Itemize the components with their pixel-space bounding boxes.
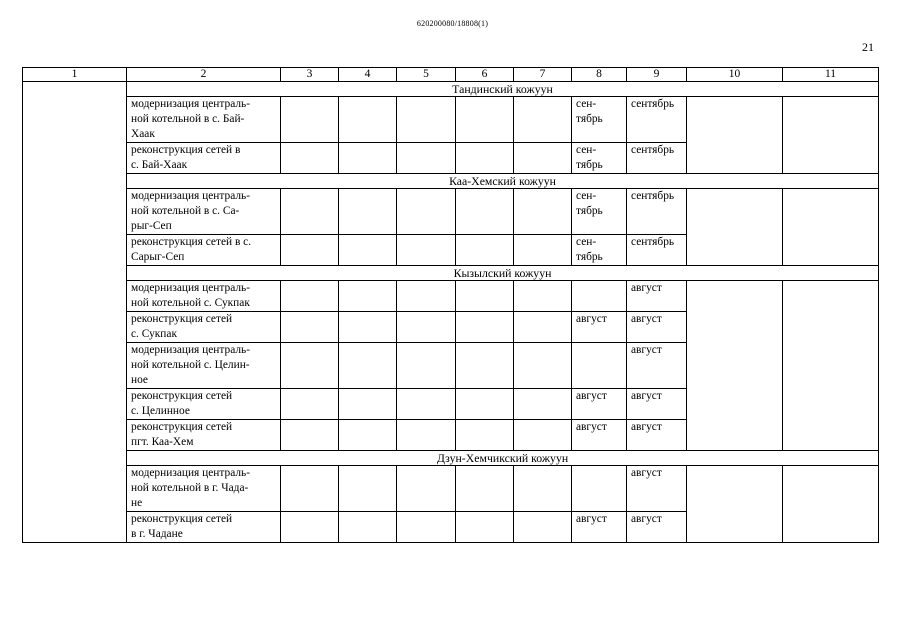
table-row: [23, 189, 879, 235]
end-month-cell: август: [627, 420, 687, 451]
end-month-cell: август: [627, 281, 687, 312]
empty-cell-col5: [397, 235, 456, 266]
measure-description: реконструкция сетей в г. Чадане: [127, 512, 281, 543]
empty-cell-col5: [397, 512, 456, 543]
district-heading: Дзун-Хемчикский кожуун: [127, 451, 879, 466]
empty-cell-col4: [339, 420, 397, 451]
empty-cell-col6: [456, 143, 514, 174]
measure-description: модернизация централь- ной котельной в с. Бай- Хаак: [127, 97, 281, 143]
empty-cell-col7: [514, 466, 572, 512]
empty-cell-col6: [456, 389, 514, 420]
empty-cell-col6: [456, 343, 514, 389]
column-header: 3: [281, 68, 339, 82]
merged-cell-col11: [783, 189, 879, 266]
empty-cell-col4: [339, 281, 397, 312]
start-month-cell: август: [572, 312, 627, 343]
measure-description: модернизация централь- ной котельной в с. Са- рыг-Сеп: [127, 189, 281, 235]
start-month-cell: август: [572, 389, 627, 420]
column-header: 1: [23, 68, 127, 82]
start-month-cell: август: [572, 512, 627, 543]
empty-cell-col3: [281, 420, 339, 451]
start-month-cell: сен- тябрь: [572, 235, 627, 266]
empty-cell-col4: [339, 235, 397, 266]
empty-cell-col7: [514, 312, 572, 343]
column-header-row: [23, 68, 879, 82]
empty-cell-col7: [514, 389, 572, 420]
empty-cell-col3: [281, 143, 339, 174]
district-row: [23, 174, 879, 189]
end-month-cell: август: [627, 312, 687, 343]
district-row: [23, 451, 879, 466]
column-header: 6: [456, 68, 514, 82]
empty-cell-col6: [456, 512, 514, 543]
empty-cell-col5: [397, 420, 456, 451]
empty-cell-col5: [397, 312, 456, 343]
district-heading: Кызылский кожуун: [127, 266, 879, 281]
empty-cell-col4: [339, 189, 397, 235]
empty-cell-col7: [514, 512, 572, 543]
empty-cell-col6: [456, 189, 514, 235]
empty-cell-col3: [281, 281, 339, 312]
merged-cell-col10: [687, 189, 783, 266]
end-month-cell: август: [627, 512, 687, 543]
measure-description: реконструкция сетей в с. Сарыг-Сеп: [127, 235, 281, 266]
end-month-cell: сентябрь: [627, 235, 687, 266]
district-heading: Каа-Хемский кожуун: [127, 174, 879, 189]
empty-cell-col4: [339, 312, 397, 343]
empty-cell-col7: [514, 343, 572, 389]
empty-cell-col6: [456, 466, 514, 512]
measure-description: реконструкция сетей с. Целинное: [127, 389, 281, 420]
merged-cell-col11: [783, 281, 879, 451]
empty-cell-col4: [339, 389, 397, 420]
empty-cell-col6: [456, 281, 514, 312]
empty-cell-col3: [281, 343, 339, 389]
column-header: 9: [627, 68, 687, 82]
merged-cell-col11: [783, 97, 879, 174]
measure-description: модернизация централь- ной котельной в г. Чада- не: [127, 466, 281, 512]
start-month-cell: сен- тябрь: [572, 189, 627, 235]
column-header: 4: [339, 68, 397, 82]
start-month-cell: [572, 281, 627, 312]
empty-cell-col3: [281, 312, 339, 343]
table-row: [23, 97, 879, 143]
start-month-cell: [572, 343, 627, 389]
measure-description: модернизация централь- ной котельной с. Целин- ное: [127, 343, 281, 389]
column-header: 5: [397, 68, 456, 82]
empty-cell-col5: [397, 97, 456, 143]
end-month-cell: сентябрь: [627, 143, 687, 174]
empty-cell-col4: [339, 343, 397, 389]
empty-cell-col3: [281, 97, 339, 143]
empty-cell-col6: [456, 235, 514, 266]
column-header: 10: [687, 68, 783, 82]
end-month-cell: август: [627, 389, 687, 420]
district-row: [23, 266, 879, 281]
district-row: [23, 82, 879, 97]
empty-cell-col3: [281, 235, 339, 266]
measure-description: реконструкция сетей пгт. Каа-Хем: [127, 420, 281, 451]
table-row: [23, 281, 879, 312]
merged-cell-col11: [783, 466, 879, 543]
measure-description: реконструкция сетей с. Сукпак: [127, 312, 281, 343]
empty-cell-col7: [514, 97, 572, 143]
column-header: 8: [572, 68, 627, 82]
end-month-cell: сентябрь: [627, 189, 687, 235]
empty-cell-col6: [456, 312, 514, 343]
merged-cell-col10: [687, 466, 783, 543]
empty-cell-col5: [397, 189, 456, 235]
page-number: 21: [862, 40, 874, 54]
table-body: [23, 68, 879, 543]
merged-cell-col10: [687, 281, 783, 451]
column-header: 11: [783, 68, 879, 82]
empty-cell-col3: [281, 189, 339, 235]
merged-cell-col10: [687, 97, 783, 174]
empty-cell-col5: [397, 143, 456, 174]
empty-cell-col6: [456, 97, 514, 143]
column-header: 7: [514, 68, 572, 82]
empty-cell-col4: [339, 512, 397, 543]
measure-description: реконструкция сетей в с. Бай-Хаак: [127, 143, 281, 174]
start-month-cell: август: [572, 420, 627, 451]
empty-cell-col7: [514, 143, 572, 174]
end-month-cell: сентябрь: [627, 97, 687, 143]
empty-cell-col5: [397, 343, 456, 389]
table-row: [23, 466, 879, 512]
empty-cell-col5: [397, 389, 456, 420]
empty-cell-col4: [339, 466, 397, 512]
measure-description: модернизация централь- ной котельной с. Сукпак: [127, 281, 281, 312]
empty-cell-col4: [339, 97, 397, 143]
document-id: 620200080/18808(1): [416, 19, 489, 28]
empty-cell-col7: [514, 189, 572, 235]
empty-cell-col5: [397, 281, 456, 312]
empty-cell-col7: [514, 281, 572, 312]
column-header: 2: [127, 68, 281, 82]
empty-cell-col3: [281, 512, 339, 543]
start-month-cell: сен- тябрь: [572, 143, 627, 174]
end-month-cell: август: [627, 343, 687, 389]
col1-merged-cell: [23, 82, 127, 543]
district-heading: Тандинский кожуун: [127, 82, 879, 97]
empty-cell-col6: [456, 420, 514, 451]
schedule-table: [22, 67, 879, 543]
start-month-cell: [572, 466, 627, 512]
empty-cell-col3: [281, 389, 339, 420]
empty-cell-col4: [339, 143, 397, 174]
empty-cell-col5: [397, 466, 456, 512]
empty-cell-col3: [281, 466, 339, 512]
end-month-cell: август: [627, 466, 687, 512]
empty-cell-col7: [514, 420, 572, 451]
start-month-cell: сен- тябрь: [572, 97, 627, 143]
empty-cell-col7: [514, 235, 572, 266]
